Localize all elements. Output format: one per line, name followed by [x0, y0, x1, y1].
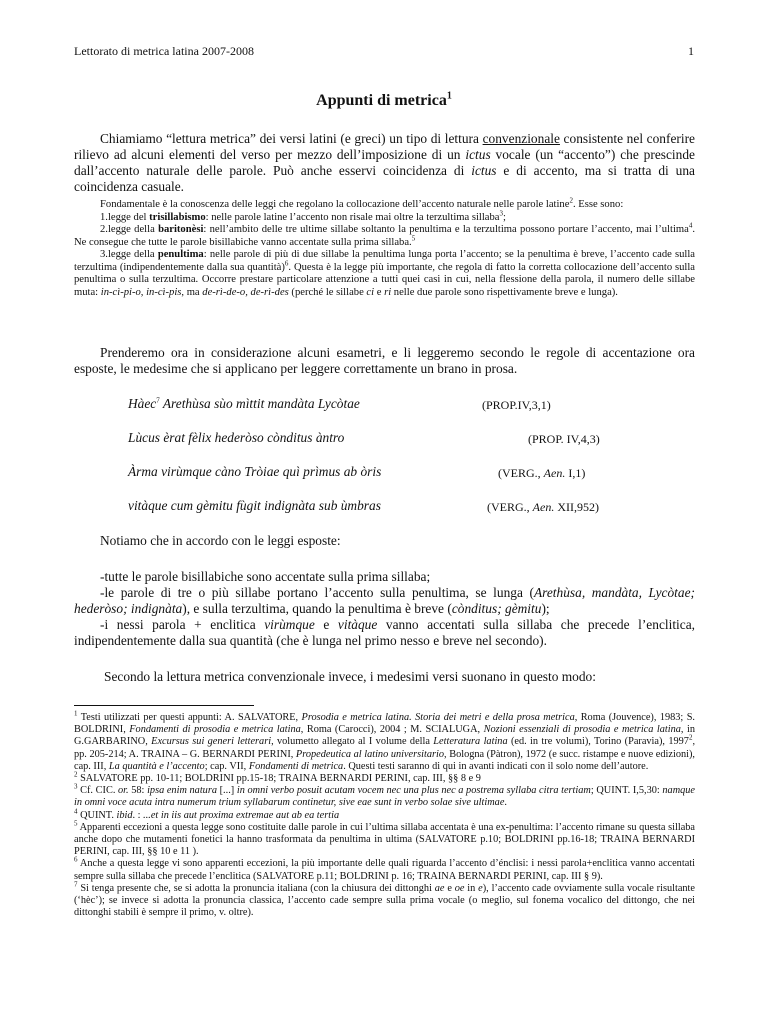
footnote-title: La quantità e l’accento	[108, 760, 205, 772]
footnote-italic: ibid	[116, 809, 133, 821]
law-name: trisillabismo	[149, 211, 206, 223]
observation-example: vitàque	[337, 617, 378, 632]
laws-intro	[74, 196, 695, 212]
observation-1: -tutte le parole bisillabiche sono accentate sulla prima sillaba;	[100, 569, 431, 584]
footnote-italic: namque in omni voce acuta intra numerum trium syllabarum continetur, sive eae sunt in verbo solae sive ultimae	[74, 785, 695, 809]
observation-example: cònditus; gèmitu	[451, 601, 542, 616]
footnote-text: , volumetto allegato al I volume della	[271, 736, 434, 748]
footnote-title: Fondamenti di metrica	[248, 760, 344, 772]
verse-text: Arethùsa sùo mìttit mandàta Lycòtae	[159, 396, 360, 411]
footnote-ref: 6	[284, 258, 289, 267]
observation-text: vanno accentati sulla sillaba che precede l’enclitica, indipendentemente dalla sua quantità (che è lunga nel primo nesso e breve nel secondo).	[74, 617, 696, 648]
law-example: de-rì-de-o, de-rì-des	[202, 286, 289, 298]
footnote-title: Letteratura latina	[433, 736, 508, 748]
footnote-ref: 5	[411, 233, 416, 242]
footnote-marker: 5	[74, 819, 78, 828]
law-text: 1.legge del	[100, 211, 150, 223]
footnote-text: ), l’accento cade ovviamente sulla vocale risultante (‘hèc’); se invece si adotta la pronuncia classica, l’accento cade sempre sulla prima vocale (o meglio, sul fonema vocalico del dittongo, che nei dittonghi stabili è sempre il primo, v. oltre).	[74, 882, 695, 919]
closing-paragraph: Secondo la lettura metrica convenzionale invece, i medesimi versi suonano in questo modo:	[104, 669, 596, 684]
law-text: : nelle parole latine l’accento non risale mai oltre la terzultima sillaba	[205, 211, 500, 223]
observation-text: e	[314, 617, 338, 632]
verse-line-2: Lùcus èrat fèlix hederòso cònditus àntro	[128, 430, 345, 445]
footnote-text: 58:	[128, 785, 148, 797]
verse-reference-1: (PROP.IV,3,1)	[482, 398, 551, 412]
law-example: in-cì-pi-o, in-cì-pis	[100, 286, 182, 298]
hexameter-intro-paragraph: Prenderemo ora in considerazione alcuni esametri, e li leggeremo secondo le regole di accentazione ora esposte, le medesime che si applicano per leggere correttamente un brano in prosa.	[74, 345, 695, 376]
laws-intro-text: Fondamentale è la conoscenza delle leggi che regolano la collocazione dell’accento naturale nelle parole latine	[100, 199, 570, 210]
observation-text: -le parole di tre o più sillabe portano l’accento sulla penultima, se lunga (	[100, 585, 534, 600]
footnote-ref: 7	[156, 396, 160, 405]
law-3	[74, 249, 695, 299]
observation-example: virùmque	[264, 617, 315, 632]
laws-section	[74, 196, 695, 299]
reference-work: Aen.	[543, 466, 566, 480]
intro-text: vocale (un “accento”) che prescinde dall’accento naturale delle parole. Può anche esservi coincidenza di	[74, 147, 695, 178]
verse-reference-2: (PROP. IV,4,3)	[528, 432, 600, 446]
footnote-text: . :	[132, 809, 144, 821]
law-name: penultima	[157, 249, 204, 260]
footnote-text: . Questi testi saranno di qui in avanti indicati con il solo nome dell’autore.	[343, 760, 649, 772]
law-text: e	[374, 286, 385, 298]
footnote-ref: 2	[569, 196, 573, 205]
verse-reference-4	[487, 500, 599, 515]
footnote-text: QUINT.	[77, 809, 117, 821]
footnote-text: , Bologna (Pàtron), 1972 (e succ. ristampe e nuove edizioni), cap. III,	[74, 748, 695, 772]
footnote-text: ; QUINT. I,5,30:	[590, 785, 663, 797]
footnote-marker: 3	[74, 782, 78, 791]
footnote-text: e	[444, 882, 455, 894]
footnote-text: , in G.GARBARINO,	[74, 724, 695, 748]
law-text: . Questa è la legge più importante, che regola di fatto la corretta collocazione dell’accento sulla penultima o sulla terzultima. Occorre prestare particolare attenzione a tutti quei casi in cui, nella flessione della parola, il numero delle sillabe muta:	[74, 261, 695, 298]
footnote-title: Nozioni essenziali di prosodia e metrica latina	[483, 724, 681, 736]
law-2	[74, 221, 695, 249]
observation-3	[74, 617, 695, 649]
footnote-text: Anche a questa legge vi sono apparenti eccezioni, la più importante delle quali riguarda l’accento d’énclisi: i nessi parola+enclitica vanno accentati sempre sulla sillaba che precede l’enclitica (SALVATORE p.11; BOLDRINI p. 16; TRAINA BERNARDI PERINI, cap. III § 9).	[74, 858, 695, 882]
footnote-text: Si tenga presente che, se si adotta la pronuncia italiana (con la chiusura dei dittonghi	[77, 882, 435, 894]
intro-text: Chiamiamo “lettura metrica” dei versi latini (e greci) un tipo di lettura	[100, 131, 483, 146]
footnote-marker: 7	[74, 880, 78, 889]
footnote-text: (ed. in tre volumi), Torino (Paravia), 1997	[507, 736, 689, 748]
title-text: Appunti di metrica	[316, 92, 447, 109]
observation-2	[74, 585, 695, 617]
laws-intro-text: . Esse sono:	[572, 199, 624, 210]
running-header	[74, 44, 694, 59]
reference-text: XII,952)	[554, 500, 599, 514]
intro-underlined: convenzionale	[482, 131, 560, 146]
verse-text: Hàec	[128, 396, 157, 411]
footnote-marker: 6	[74, 856, 78, 865]
reference-text: (VERG.,	[498, 466, 544, 480]
footnote-text: SALVATORE pp. 10-11; BOLDRINI pp.15-18; TRAINA BERNARDI PERINI, cap. III, §§ 8 e 9	[77, 773, 481, 785]
footnote-title: Propedeutica al latino universitario	[295, 748, 445, 760]
observations-list	[74, 569, 695, 649]
footnote-5	[74, 819, 695, 859]
observation-example: Arethùsa, mandàta, Lycòtae; hederòso; indignàta	[74, 585, 695, 616]
verse-line-4: vitàque cum gèmitu fùgit indignàta sub ùmbras	[128, 498, 381, 513]
footnote-title: Excursus sui generi letterari	[151, 736, 272, 748]
observation-text: ), e sulla terzultima, quando la penultima è breve (	[182, 601, 452, 616]
intro-text: e di accento, ma si tratta di una coincidenza casuale.	[74, 163, 695, 194]
law-text: 2.legge della	[100, 224, 159, 235]
footnote-marker: 1	[74, 709, 78, 718]
footnote-text: [...]	[216, 785, 237, 797]
footnote-text: , Roma (Jouvence), 1983; S. BOLDRINI,	[74, 712, 695, 736]
footnote-text: ; cap. VII,	[204, 760, 249, 772]
verse-line-1	[128, 396, 360, 412]
footnote-italic: e	[478, 882, 483, 894]
law-example: ci	[366, 286, 375, 298]
reference-text: I,1)	[565, 466, 586, 480]
footnote-1	[74, 709, 696, 773]
edition-sup: 2	[688, 733, 693, 742]
document-title	[0, 92, 768, 110]
footnote-text: in	[464, 882, 479, 894]
footnote-3	[74, 782, 695, 809]
intro-italic: ictus	[465, 147, 491, 162]
page-number: 1	[688, 44, 694, 58]
footnote-text: Apparenti eccezioni a questa legge sono costituite dalle parole in cui l’ultima sillaba accentata è una ex-penultima: l’accento rimane su questa sillaba anche dopo che mutamenti fonetici la hanno trasformata da penultima in ultima (SALVATORE p.10; BOLDRINI pp.16-18; TRAINA BERNARDI PERINI, cap. III, §§ 10 e 11 ).	[74, 821, 695, 858]
observation-text: -i nessi parola + enclitica	[100, 617, 265, 632]
footnote-italic: or.	[118, 785, 129, 797]
law-name: baritonèsi	[158, 224, 204, 235]
footnote-title: Prosodia e metrica latina. Storia dei metri e della prosa metrica	[301, 712, 575, 723]
footnote-ref: 4	[688, 221, 693, 230]
law-text: ;	[503, 211, 506, 223]
footnotes	[74, 709, 696, 919]
reference-work: Aen.	[532, 500, 555, 514]
notes-lead: Notiamo che in accordo con le leggi esposte:	[100, 533, 341, 548]
law-text: . Ne consegue che tutte le parole bisillabiche vanno accentate sulla prima sillaba.	[74, 224, 695, 248]
verse-line-3: Àrma virùmque càno Tròiae quì prìmus ab òris	[128, 464, 382, 479]
footnote-italic: ae	[434, 882, 445, 894]
footnote-italic: ...et in iis aut proxima extremae aut ab ea tertia	[143, 809, 340, 821]
footnote-6	[74, 858, 695, 882]
law-text: 3.legge della	[100, 249, 158, 260]
law-text: nelle due parole sono rispettivamente breve e lunga).	[391, 286, 618, 298]
footnote-text: , pp. 205-214; A. TRAINA – G. BERNARDI PERINI,	[74, 736, 696, 760]
footnote-ref: 3	[499, 208, 504, 217]
footnote-7	[74, 880, 695, 920]
observation-text: );	[541, 601, 550, 616]
footnote-title: Fondamenti di prosodia e metrica latina	[129, 724, 301, 736]
law-1	[74, 208, 695, 225]
law-text: (perché le sillabe	[288, 286, 367, 298]
title-footnote-ref: 1	[446, 90, 452, 102]
footnote-separator	[74, 705, 254, 706]
header-course-title: Lettorato di metrica latina 2007-2008	[74, 44, 254, 58]
intro-paragraph	[74, 131, 695, 195]
footnote-italic: oe	[454, 882, 465, 894]
footnote-text: , Roma (Carocci), 2004 ; M. SCIALUGA,	[300, 724, 484, 736]
footnote-2	[74, 770, 695, 785]
reference-text: (VERG.,	[487, 500, 533, 514]
footnote-italic: in omni verbo posuit acutam vocem nec una plus nec a postrema syllaba citra tertiam	[236, 785, 591, 797]
footnote-text: Testi utilizzati per questi appunti: A. SALVATORE,	[77, 712, 302, 723]
footnote-italic: ipsa enim natura	[147, 785, 217, 797]
law-text: : nell’ambito delle tre ultime sillabe soltanto la penultima e la terzultima possono portare l’accento, mai l’ultima	[203, 224, 689, 235]
footnote-4	[74, 807, 695, 822]
law-text: , ma	[181, 286, 203, 298]
footnote-text: .	[504, 797, 507, 809]
verse-reference-3	[498, 466, 585, 481]
law-example: ri	[384, 286, 392, 298]
footnote-marker: 2	[74, 770, 78, 779]
footnote-marker: 4	[74, 807, 78, 816]
intro-text: consistente nel conferire rilievo ad alcuni elementi del verso per mezzo dell’imposizione di un	[74, 131, 695, 162]
law-text: : nelle parole di più di due sillabe la penultima lunga porta l’accento; se la penultima è breve, l’accento cade sulla terzultima (indipendentemente dalla sua quantità)	[74, 249, 695, 273]
footnote-text: Cf. CIC.	[77, 785, 119, 797]
intro-italic: ictus	[471, 163, 497, 178]
